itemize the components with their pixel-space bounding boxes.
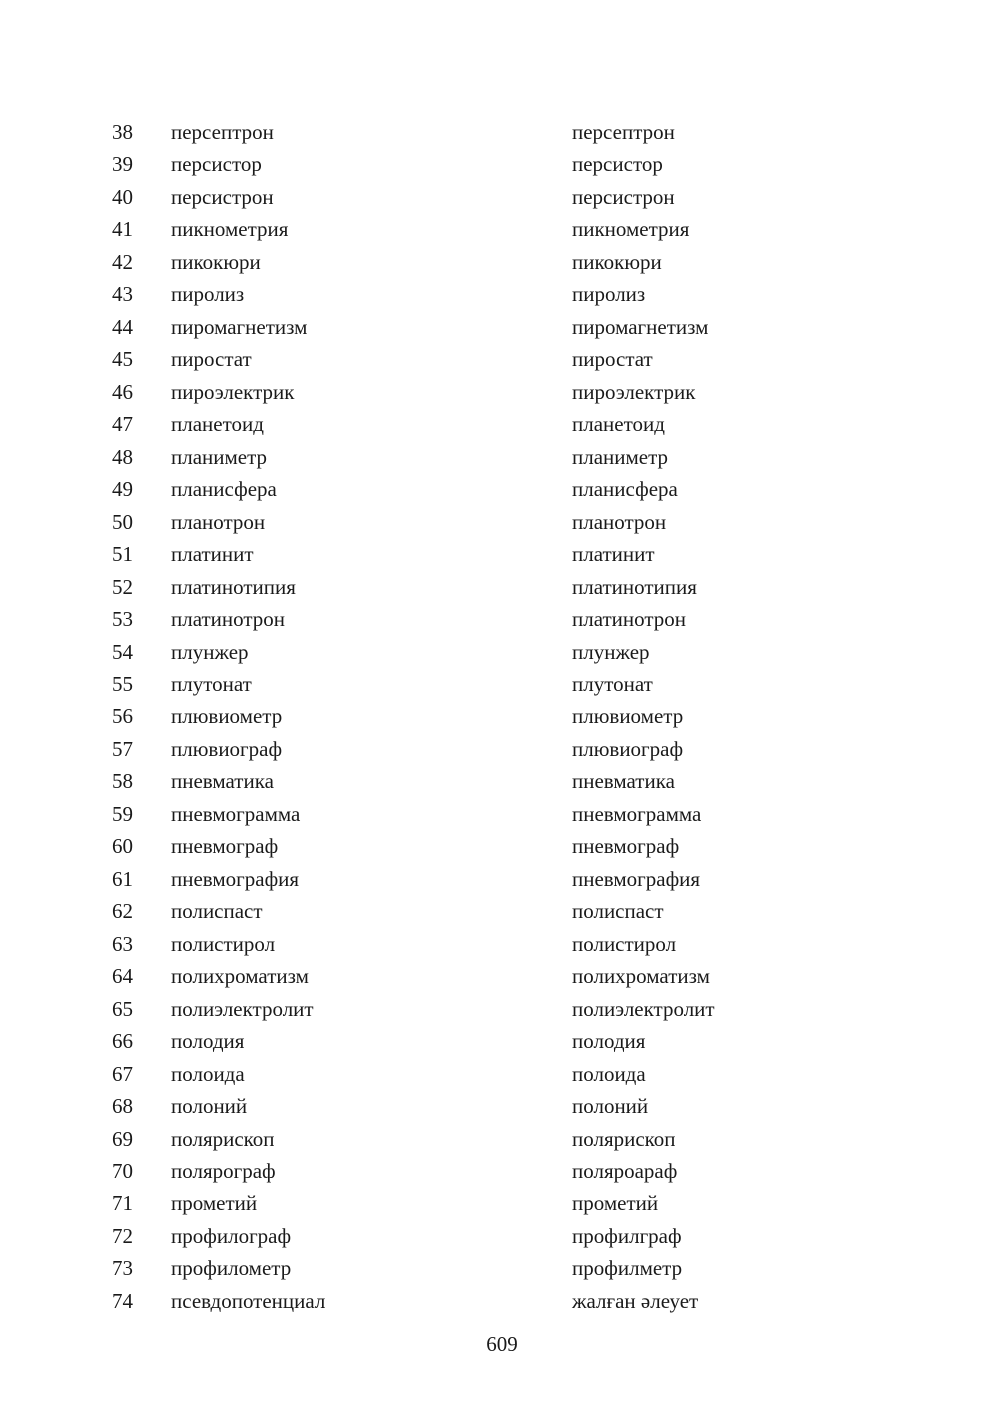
term-row — [0, 1025, 1004, 1057]
term-kazakh: пиростат — [572, 347, 653, 372]
term-kazakh: пироэлектрик — [572, 379, 696, 404]
term-russian: пиростат — [171, 347, 252, 372]
term-kazakh: поляроараф — [572, 1159, 678, 1183]
term-kazakh: полярископ — [572, 1126, 676, 1151]
term-russian: персистрон — [171, 184, 274, 209]
term-number: 46 — [112, 379, 133, 404]
term-russian: платинотипия — [171, 574, 296, 599]
term-russian: пневмограф — [171, 834, 279, 859]
term-russian: платинит — [171, 542, 254, 567]
term-row — [0, 506, 1004, 538]
term-kazakh: планетоид — [572, 412, 665, 437]
term-row — [0, 928, 1004, 960]
term-row — [0, 278, 1004, 310]
term-row — [0, 473, 1004, 505]
term-number: 56 — [112, 704, 133, 729]
term-russian: планотрон — [171, 509, 266, 534]
term-russian: полиспаст — [171, 899, 263, 924]
term-russian: профилометр — [171, 1256, 292, 1281]
term-russian: планисфера — [171, 477, 277, 502]
term-row — [0, 765, 1004, 797]
term-russian: планиметр — [171, 444, 268, 469]
term-russian: персептрон — [171, 120, 274, 144]
term-number: 49 — [112, 477, 133, 502]
term-kazakh: полиспаст — [572, 899, 664, 924]
term-number: 45 — [112, 347, 133, 372]
term-number: 70 — [112, 1159, 133, 1183]
term-number: 64 — [112, 964, 133, 989]
term-number: 44 — [112, 314, 133, 339]
term-row — [0, 571, 1004, 603]
term-row — [0, 668, 1004, 700]
term-russian: полихроматизм — [171, 964, 309, 989]
term-kazakh: пиролиз — [572, 282, 646, 307]
term-number: 60 — [112, 834, 133, 859]
term-russian: платинотрон — [171, 607, 286, 632]
term-row — [0, 1090, 1004, 1122]
term-row — [0, 1220, 1004, 1252]
page-number: 609 — [486, 1332, 518, 1356]
term-russian: пиролиз — [171, 282, 245, 307]
term-kazakh: пневмограф — [572, 834, 680, 859]
term-kazakh: полистирол — [572, 931, 677, 956]
term-number: 42 — [112, 249, 133, 274]
term-kazakh: полоида — [572, 1061, 646, 1086]
term-russian: плювиограф — [171, 736, 283, 761]
term-russian: пироэлектрик — [171, 379, 295, 404]
term-number: 52 — [112, 574, 133, 599]
term-kazakh: персептрон — [572, 120, 675, 144]
term-table — [0, 116, 1004, 1317]
term-row — [0, 1123, 1004, 1155]
term-russian: плювиометр — [171, 704, 283, 729]
term-kazakh: пикнометрия — [572, 217, 690, 242]
term-row — [0, 181, 1004, 213]
term-number: 61 — [112, 866, 133, 891]
term-row — [0, 1285, 1004, 1317]
term-kazakh: полодия — [572, 1029, 646, 1054]
term-number: 62 — [112, 899, 133, 924]
term-row — [0, 700, 1004, 732]
term-kazakh: плювиометр — [572, 704, 684, 729]
term-number: 55 — [112, 671, 133, 696]
term-row — [0, 213, 1004, 245]
term-row — [0, 311, 1004, 343]
term-russian: пневматика — [171, 769, 274, 794]
term-number: 48 — [112, 444, 133, 469]
term-russian: профилограф — [171, 1223, 292, 1248]
term-russian: пневмограмма — [171, 801, 301, 826]
term-row — [0, 636, 1004, 668]
term-number: 72 — [112, 1223, 133, 1248]
term-row — [0, 148, 1004, 180]
term-russian: плунжер — [171, 639, 249, 664]
term-kazakh: полихроматизм — [572, 964, 710, 989]
term-row — [0, 246, 1004, 278]
term-row — [0, 1058, 1004, 1090]
term-number: 68 — [112, 1094, 133, 1119]
term-number: 53 — [112, 607, 133, 632]
term-row — [0, 993, 1004, 1025]
term-kazakh: прометий — [572, 1191, 659, 1216]
term-russian: планетоид — [171, 412, 264, 437]
term-row — [0, 441, 1004, 473]
term-number: 38 — [112, 120, 133, 144]
term-row — [0, 895, 1004, 927]
term-number: 54 — [112, 639, 133, 664]
term-row — [0, 408, 1004, 440]
term-russian: полодия — [171, 1029, 245, 1054]
term-row — [0, 830, 1004, 862]
term-kazakh: пневмограмма — [572, 801, 702, 826]
term-russian: персистор — [171, 152, 262, 177]
term-kazakh: планиметр — [572, 444, 669, 469]
term-russian: прометий — [171, 1191, 258, 1216]
term-number: 73 — [112, 1256, 133, 1281]
term-number: 57 — [112, 736, 133, 761]
term-number: 58 — [112, 769, 133, 794]
term-row — [0, 116, 1004, 148]
term-kazakh: платинит — [572, 542, 655, 567]
term-kazakh: плювиограф — [572, 736, 684, 761]
term-number: 43 — [112, 282, 133, 307]
term-number: 71 — [112, 1191, 133, 1216]
term-russian: полистирол — [171, 931, 276, 956]
term-russian: полярограф — [171, 1159, 276, 1183]
term-row — [0, 1155, 1004, 1187]
term-kazakh: персистрон — [572, 184, 675, 209]
term-row — [0, 960, 1004, 992]
term-russian: пикнометрия — [171, 217, 289, 242]
term-kazakh: полоний — [572, 1094, 649, 1119]
term-number: 74 — [112, 1288, 133, 1313]
term-kazakh: пневматика — [572, 769, 675, 794]
term-russian: пикокюри — [171, 249, 261, 274]
term-russian: полоний — [171, 1094, 248, 1119]
term-row — [0, 603, 1004, 635]
term-kazakh: планотрон — [572, 509, 667, 534]
term-kazakh: платинотрон — [572, 607, 687, 632]
term-kazakh: пневмография — [572, 866, 701, 891]
term-number: 65 — [112, 996, 133, 1021]
term-kazakh: платинотипия — [572, 574, 697, 599]
term-kazakh: персистор — [572, 152, 663, 177]
term-kazakh: профилметр — [572, 1256, 683, 1281]
term-row — [0, 733, 1004, 765]
term-number: 59 — [112, 801, 133, 826]
term-russian: пневмография — [171, 866, 300, 891]
term-kazakh: пикокюри — [572, 249, 662, 274]
term-number: 63 — [112, 931, 133, 956]
term-number: 50 — [112, 509, 133, 534]
term-number: 66 — [112, 1029, 133, 1054]
term-row — [0, 538, 1004, 570]
term-kazakh: полиэлектролит — [572, 996, 715, 1021]
term-number: 51 — [112, 542, 133, 567]
term-russian: полярископ — [171, 1126, 275, 1151]
term-number: 69 — [112, 1126, 133, 1151]
term-kazakh: жалған әлеует — [572, 1288, 699, 1313]
term-kazakh: плунжер — [572, 639, 650, 664]
term-russian: пиромагнетизм — [171, 314, 308, 339]
term-kazakh: планисфера — [572, 477, 678, 502]
term-kazakh: профилграф — [572, 1223, 682, 1248]
term-row — [0, 1252, 1004, 1284]
term-number: 41 — [112, 217, 133, 242]
term-russian: полоида — [171, 1061, 245, 1086]
term-row — [0, 343, 1004, 375]
term-row — [0, 798, 1004, 830]
term-number: 47 — [112, 412, 133, 437]
term-number: 40 — [112, 184, 133, 209]
term-russian: полиэлектролит — [171, 996, 314, 1021]
term-row — [0, 863, 1004, 895]
term-row — [0, 1187, 1004, 1219]
term-number: 39 — [112, 152, 133, 177]
term-kazakh: пиромагнетизм — [572, 314, 709, 339]
term-row — [0, 376, 1004, 408]
term-russian: плутонат — [171, 671, 252, 696]
term-russian: псевдопотенциал — [171, 1288, 326, 1313]
term-number: 67 — [112, 1061, 133, 1086]
term-kazakh: плутонат — [572, 671, 653, 696]
